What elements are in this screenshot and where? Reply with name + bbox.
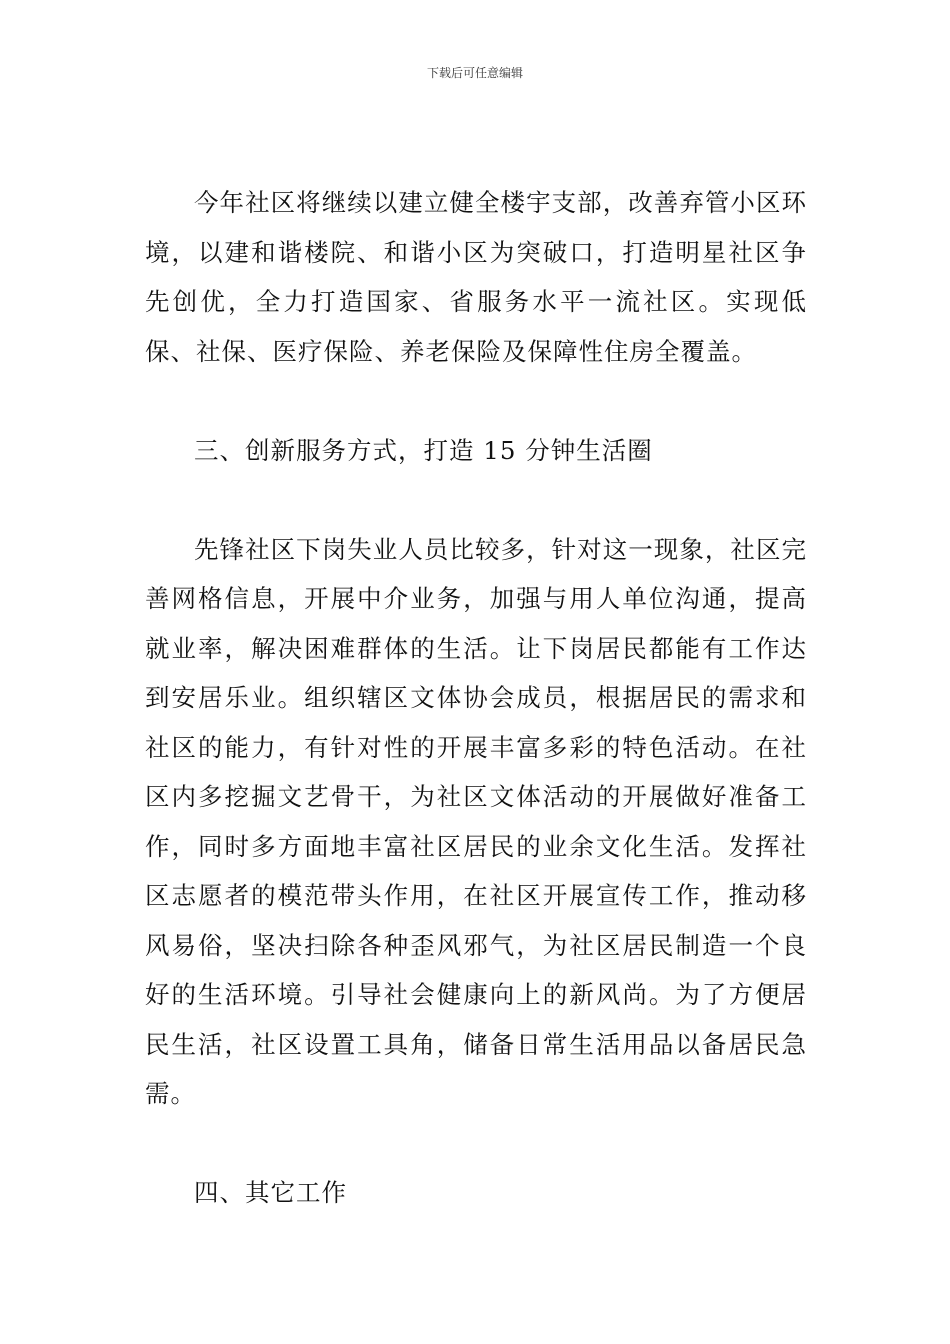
paragraph-gap	[145, 376, 807, 426]
section-heading-3: 三、创新服务方式，打造 15 分钟生活圈	[194, 435, 653, 465]
paragraph-gap	[145, 475, 807, 525]
document-body	[145, 178, 807, 1218]
paragraph-community-goals: 今年社区将继续以建立健全楼宇支部，改善弃管小区环境，以建和谐楼院、和谐小区为突破口，打造明星社区争先创优，全力打造国家、省服务水平一流社区。实现低保、社保、医疗保险、养老保险及保障性住房全覆盖。	[145, 188, 807, 366]
paragraph-service-innovation: 先锋社区下岗失业人员比较多，针对这一现象，社区完善网格信息，开展中介业务，加强与用人单位沟通，提高就业率，解决困难群体的生活。让下岗居民都能有工作达到安居乐业。组织辖区文体协会成员，根据居民的需求和社区的能力，有针对性的开展丰富多彩的特色活动。在社区内多挖掘文艺骨干，为社区文体活动的开展做好准备工作，同时多方面地丰富社区居民的业余文化生活。发挥社区志愿者的模范带头作用，在社区开展宣传工作，推动移风易俗，坚决扫除各种歪风邪气，为社区居民制造一个良好的生活环境。引导社会健康向上的新风尚。为了方便居民生活，社区设置工具角，储备日常生活用品以备居民急需。	[145, 534, 807, 1108]
page-header: 下载后可任意编辑	[426, 66, 523, 80]
paragraph-gap	[145, 1119, 807, 1169]
section-heading-4: 四、其它工作	[194, 1178, 347, 1207]
